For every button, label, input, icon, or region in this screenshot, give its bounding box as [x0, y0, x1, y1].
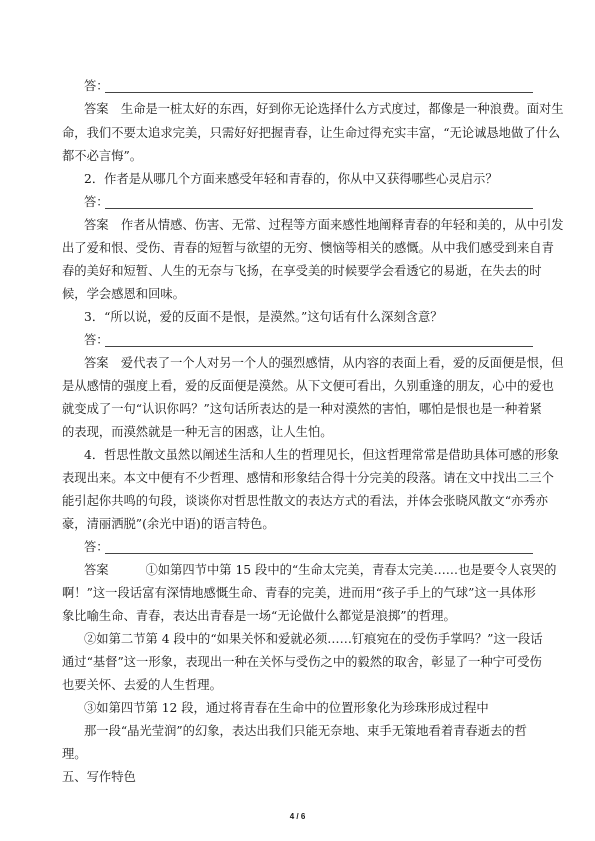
page-number: 4 / 6	[289, 812, 306, 821]
answer-text-line: 答案 ①如第四节中第 15 段中的“生命太完美，青春太完美……也是要令人哀哭的	[84, 563, 557, 577]
answer-text-line: 也要关怀、去爱的人生哲理。	[62, 678, 222, 692]
answer-text-line: 出了爱和恨、受伤、青春的短暂与欲望的无穷、懊恼等相关的感慨。从中我们感受到来自青	[62, 241, 554, 255]
question-4-line: 豪，清丽洒脱”(余光中语)的语言特色。	[62, 517, 275, 531]
question-4-line: 4．哲思性散文虽然以阐述生活和人生的哲理见长，但这哲理常常是借助具体可感的形象	[84, 448, 560, 462]
answer-text-line: 春的美好和短暂、人生的无奈与飞扬，在享受美的时候要学会看透它的易逝，在失去的时	[62, 264, 542, 278]
answer-text-line: 候，学会感恩和回味。	[62, 287, 185, 301]
question-3: 3．“所以说，爱的反面不是恨，是漠然。”这句话有什么深刻含意？	[84, 310, 443, 324]
answer-prompt: 答：	[84, 540, 109, 554]
answer-blank-line	[105, 553, 533, 554]
answer-text-line: 答案 爱代表了一个人对另一个人的强烈感情，从内容的表面上看，爱的反面便是恨，但	[84, 356, 564, 370]
answer-text-line: ②如第二节第 4 段中的“如果关怀和爱就必须……钉痕宛在的受伤手掌吗？”这一段话	[84, 632, 543, 646]
answer-text-line: 答案 作者从情感、伤害、无常、过程等方面来感性地阐释青春的年轻和美的，从中引发	[84, 218, 564, 232]
answer-prompt: 答：	[84, 333, 109, 347]
answer-text-line: 那一段“晶光莹润”的幻象，表达出我们只能无奈地、束手无策地看着青春逝去的哲	[84, 724, 527, 738]
question-2: 2．作者是从哪几个方面来感受年轻和青春的，你从中又获得哪些心灵启示？	[84, 172, 498, 186]
question-4-line: 能引起你共鸣的句段，谈谈你对哲思性散文的表达方式的看法，并体会张晓风散文“亦秀亦	[62, 494, 548, 508]
answer-blank-line	[105, 208, 533, 209]
answer-text-line: 答案 生命是一桩太好的东西，好到你无论选择什么方式度过，都像是一种浪费。面对生	[84, 102, 564, 116]
answer-text-line: 命，我们不要太追求完美，只需好好把握青春，让生命过得充实丰富，“无论诚恳地做了什么	[62, 126, 561, 140]
answer-text-line: 象比喻生命、青春，表达出青春是一场“无论做什么都觉是浪掷”的哲理。	[62, 609, 456, 623]
answer-text-line: ③如第四节第 12 段，通过将青春在生命中的位置形象化为珍珠形成过程中	[84, 701, 489, 715]
answer-text-line: 通过“基督”这一形象，表现出一种在关怀与受伤之中的毅然的取舍，彰显了一种宁可受伤	[62, 655, 542, 669]
answer-text-line: 理。	[62, 747, 87, 761]
answer-blank-line	[105, 346, 533, 347]
section-heading: 五、写作特色	[62, 770, 136, 784]
answer-text-line: 就变成了一句“认识你吗？”这句话所表达的是一种对漠然的害怕，哪怕是恨也是一种着紧	[62, 402, 542, 416]
answer-text-line: 啊！”这一段话富有深情地感慨生命、青春的完美，进而用“孩子手上的气球”这一具体形	[62, 586, 536, 600]
answer-prompt: 答：	[84, 79, 109, 93]
question-4-line: 表现出来。本文中便有不少哲理、感情和形象结合得十分完美的段落。请在文中找出二三个	[62, 471, 554, 485]
answer-blank-line	[105, 92, 533, 93]
answer-text-line: 的表现，而漠然就是一种无言的困惑，让人生怕。	[62, 425, 333, 439]
answer-text-line: 都不必言悔”。	[62, 149, 143, 163]
answer-text-line: 是从感情的强度上看，爱的反面便是漠然。从下文便可看出，久别重逢的朋友，心中的爱也	[62, 379, 554, 393]
answer-prompt: 答：	[84, 195, 109, 209]
